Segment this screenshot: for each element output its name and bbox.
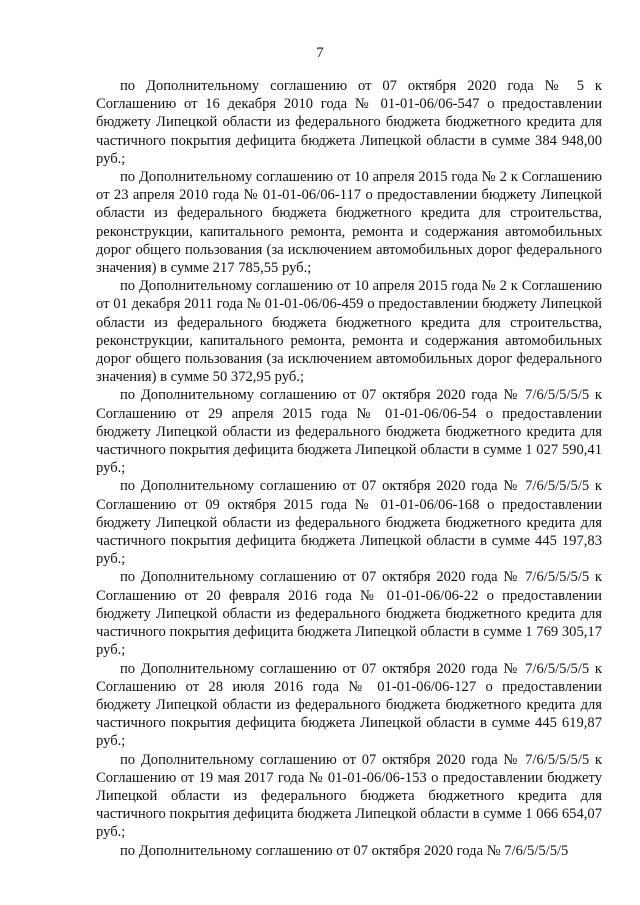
paragraph: по Дополнительному соглашению от 07 октября 2020 года № 7/6/5/5/5/5 к Соглашению от 19 мая 2017 года № 01-01-06/06-153 о предоставлении бюджету Липецкой области из федерального бюджета бюджетного кредита для частичного покрытия дефицита бюджета Липецкой области в сумме 1 066 654,07 руб.;	[96, 751, 602, 841]
paragraph: по Дополнительному соглашению от 07 октября 2020 года № 7/6/5/5/5/5 к Соглашению от 29 апреля 2015 года № 01-01-06/06-54 о предоставлении бюджету Липецкой области из федерального бюджета бюджетного кредита для частичного покрытия дефицита бюджета Липецкой области в сумме 1 027 590,41 руб.;	[96, 387, 602, 477]
paragraph: по Дополнительному соглашению от 07 октября 2020 года № 7/6/5/5/5/5 к Соглашению от 20 февраля 2016 года № 01-01-06/06-22 о предоставлении бюджету Липецкой области из федерального бюджета бюджетного кредита для частичного покрытия дефицита бюджета Липецкой области в сумме 1 769 305,17 руб.;	[96, 569, 602, 659]
paragraph: по Дополнительному соглашению от 10 апреля 2015 года № 2 к Соглашению от 01 декабря 2011 года № 01-01-06/06-459 о предоставлении бюджету Липецкой области из федерального бюджета бюджетного кредита для строительства, реконструкции, капитального ремонта, ремонта и содержания автомобильных дорог общего пользования (за исключением автомобильных дорог федерального значения) в сумме 50 372,95 руб.;	[96, 278, 602, 386]
paragraph: по Дополнительному соглашению от 07 октября 2020 года № 7/6/5/5/5/5 к Соглашению от 09 октября 2015 года № 01-01-06/06-168 о предоставлении бюджету Липецкой области из федерального бюджета бюджетного кредита для частичного покрытия дефицита бюджета Липецкой области в сумме 445 197,83 руб.;	[96, 478, 602, 568]
document-body	[96, 77, 602, 860]
paragraph: по Дополнительному соглашению от 07 октября 2020 года № 7/6/5/5/5/5 к Соглашению от 28 июля 2016 года № 01-01-06/06-127 о предоставлении бюджету Липецкой области из федерального бюджета бюджетного кредита для частичного покрытия дефицита бюджета Липецкой области в сумме 445 619,87 руб.;	[96, 660, 602, 750]
paragraph: по Дополнительному соглашению от 10 апреля 2015 года № 2 к Соглашению от 23 апреля 2010 года № 01-01-06/06-117 о предоставлении бюджету Липецкой области из федерального бюджета бюджетного кредита для строительства, реконструкции, капитального ремонта, ремонта и содержания автомобильных дорог общего пользования (за исключением автомобильных дорог федерального значения) в сумме 217 785,55 руб.;	[96, 169, 602, 277]
page-number: 7	[316, 45, 324, 61]
paragraph: по Дополнительному соглашению от 07 октября 2020 года № 5 к Соглашению от 16 декабря 2010 года № 01-01-06/06-547 о предоставлении бюджету Липецкой области из федерального бюджета бюджетного кредита для частичного покрытия дефицита бюджета Липецкой области в сумме 384 948,00 руб.;	[96, 78, 602, 167]
paragraph: по Дополнительному соглашению от 07 октября 2020 года № 7/6/5/5/5/5	[120, 842, 569, 859]
